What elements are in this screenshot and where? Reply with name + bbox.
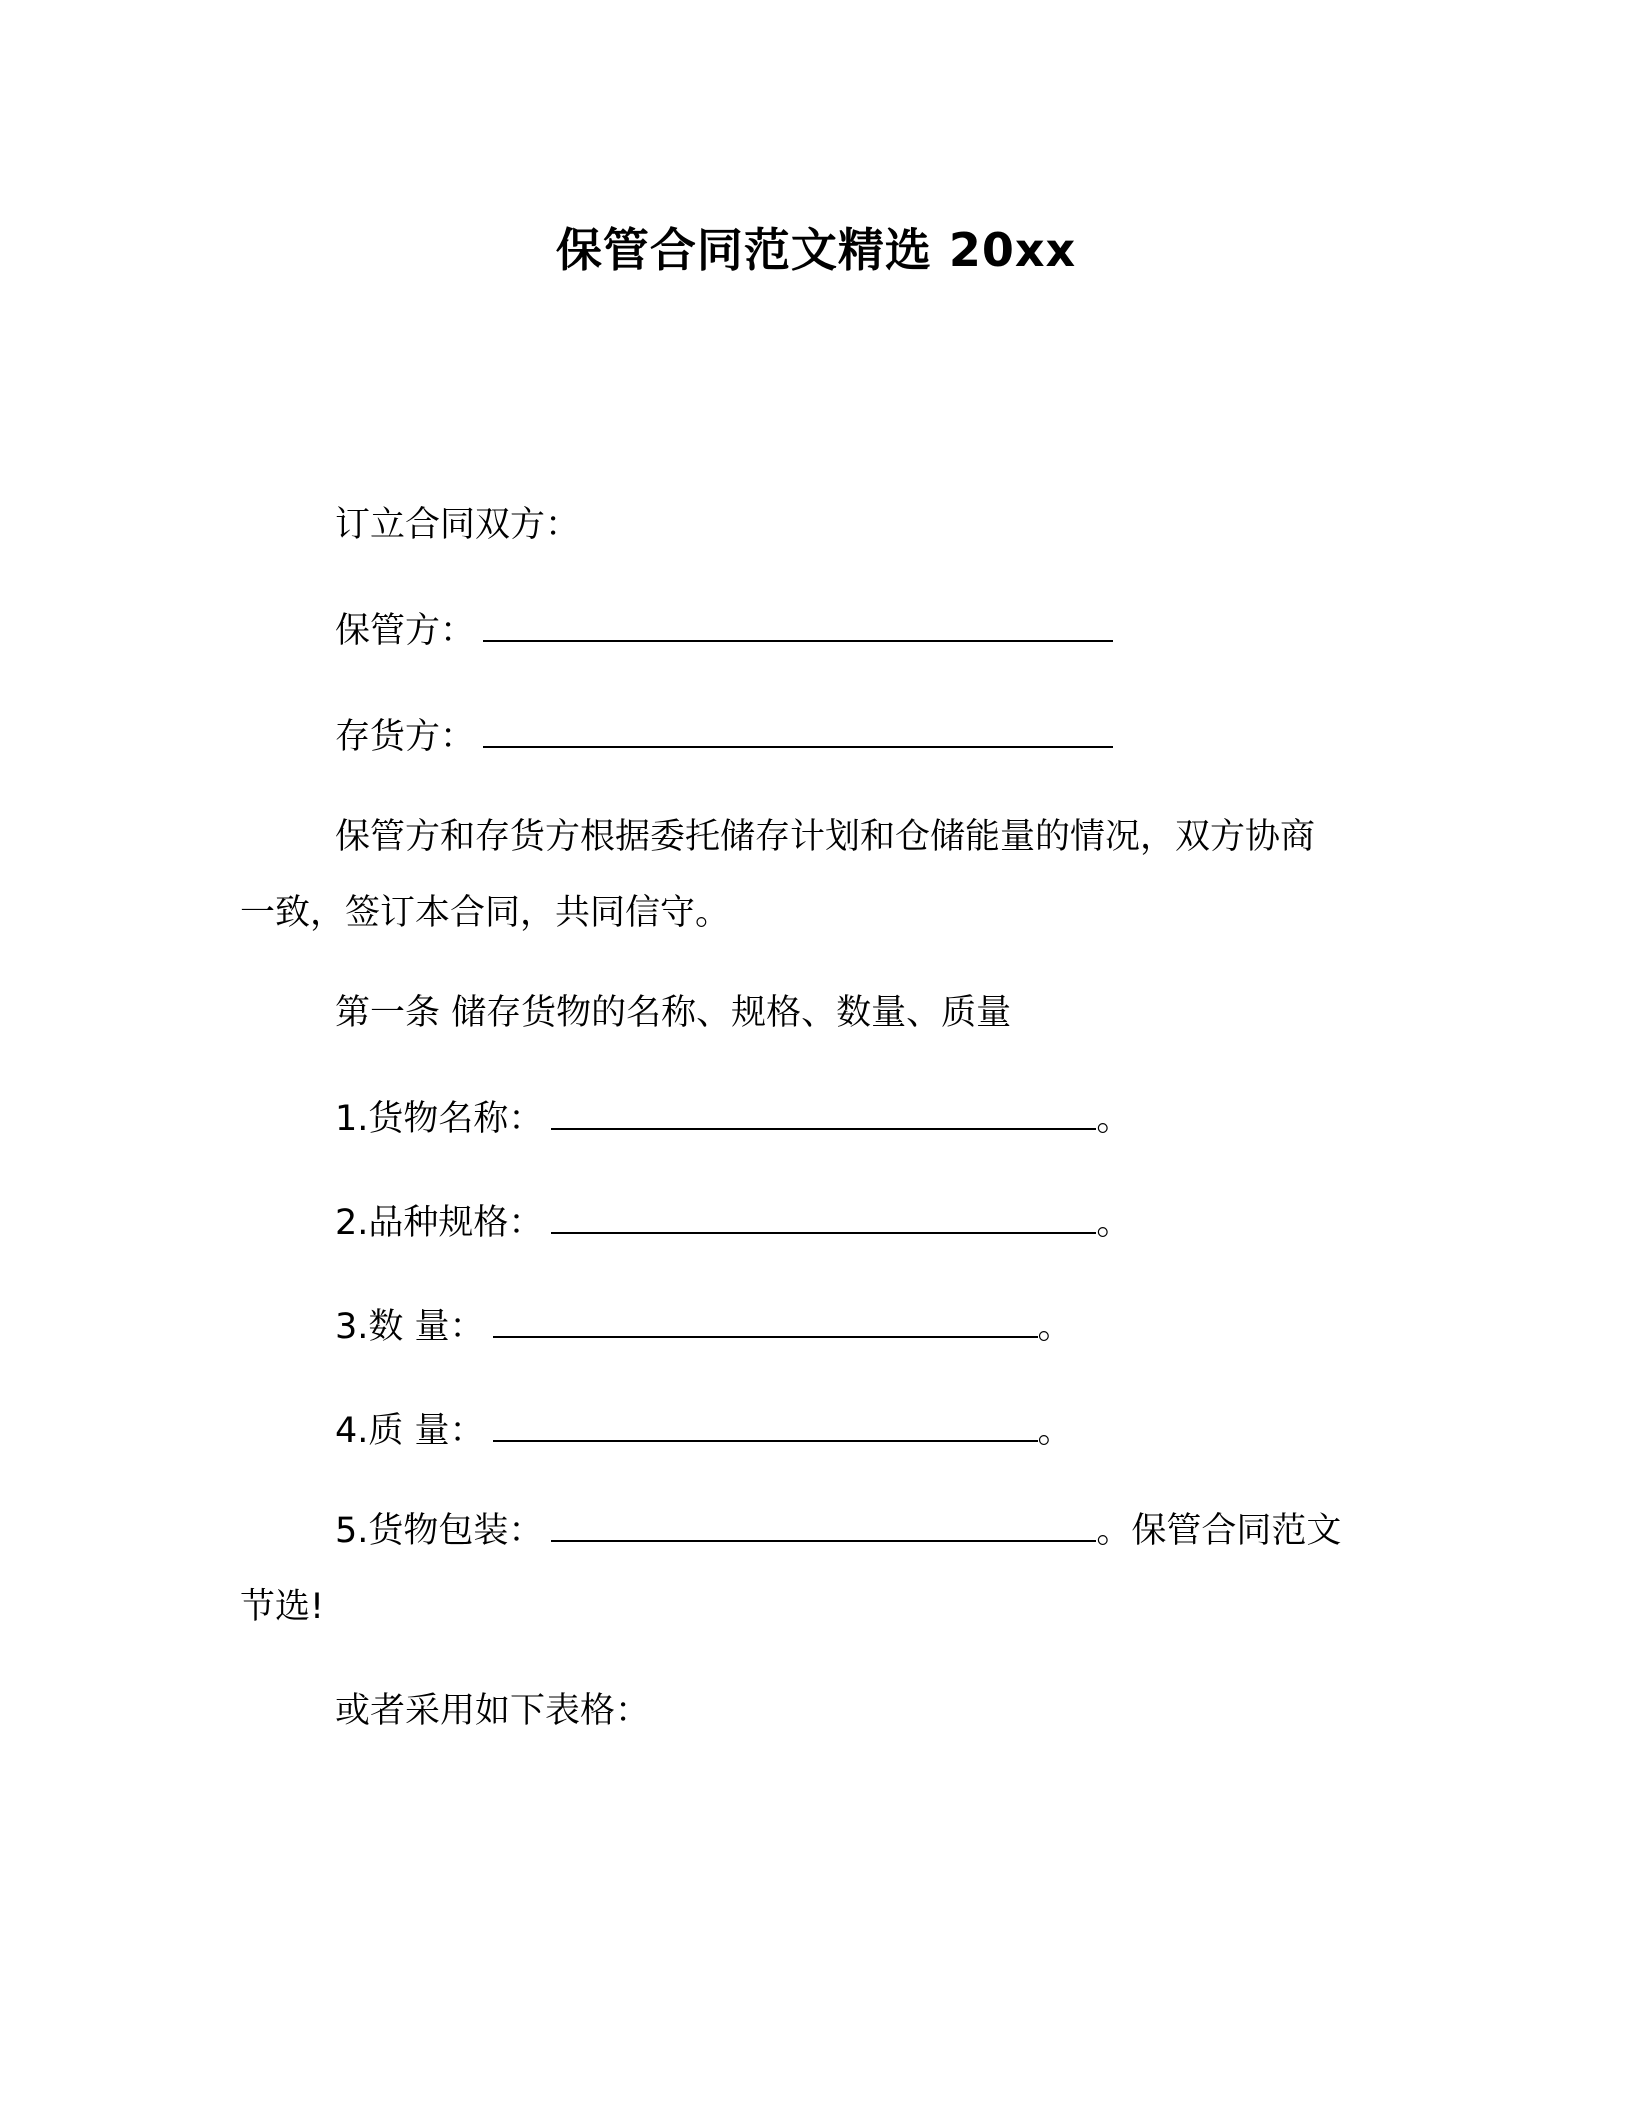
item4-label: 4.质 量： [335,1411,485,1451]
item5-line [240,1506,1400,1556]
custodian-blank [483,610,1113,642]
depositor-line [240,712,1400,762]
item1-end: 。 [1096,1099,1132,1139]
custodian-line [240,606,1400,656]
item2-label: 2.品种规格： [335,1203,544,1243]
item5-line2: 节选! [240,1587,325,1627]
parties-heading: 订立合同双方： [335,505,581,545]
depositor-blank [483,716,1113,748]
item3-line [240,1302,1400,1352]
item3-end: 。 [1037,1307,1073,1347]
item1-blank [551,1098,1096,1130]
item5-blank [551,1510,1096,1542]
item2-end: 。 [1096,1203,1132,1243]
page-title: 保管合同范文精选 20xx [555,223,1077,277]
item1-label: 1.货物名称： [335,1099,544,1139]
depositor-label: 存货方： [335,717,476,757]
item4-end: 。 [1037,1411,1073,1451]
item4-line [240,1406,1400,1456]
article1-heading: 第一条 储存货物的名称、规格、数量、质量 [335,993,1012,1033]
item4-blank [493,1410,1038,1442]
intro-paragraph-line1: 保管方和存货方根据委托储存计划和仓储能量的情况，双方协商 [335,817,1316,857]
item2-blank [551,1202,1096,1234]
intro-paragraph-line2: 一致，签订本合同，共同信守。 [240,893,731,933]
item3-blank [493,1306,1038,1338]
item5-suffix: 。保管合同范文 [1096,1511,1342,1551]
custodian-label: 保管方： [335,611,476,651]
item2-line [240,1198,1400,1248]
item1-line [240,1094,1400,1144]
table-intro: 或者采用如下表格： [335,1691,651,1731]
item3-label: 3.数 量： [335,1307,485,1347]
item5-label: 5.货物包装： [335,1511,544,1551]
